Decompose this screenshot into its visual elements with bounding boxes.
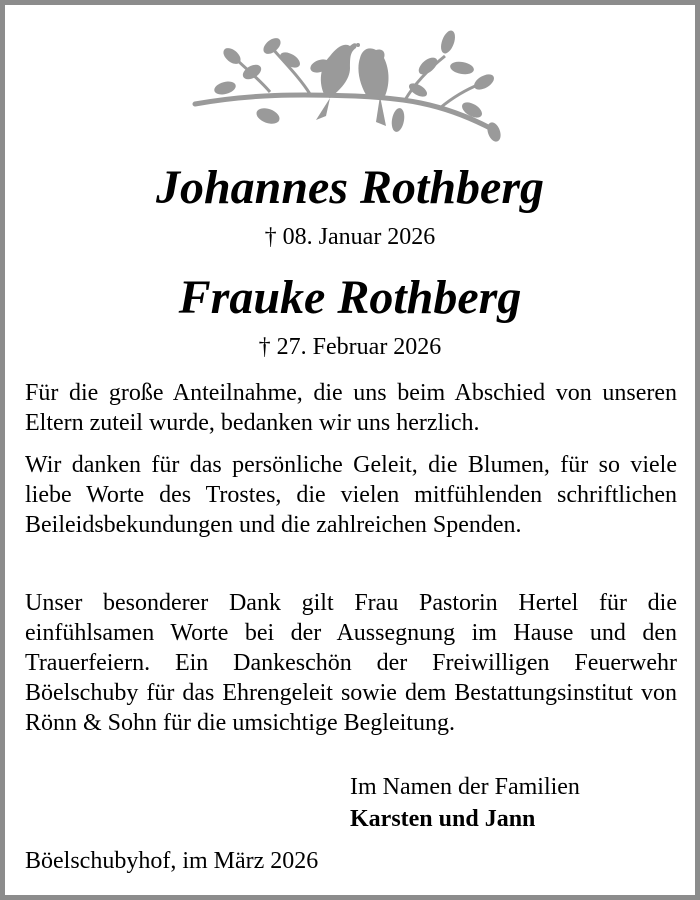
two-birds-on-branch-icon: [190, 28, 510, 148]
signature-intro: Im Namen der Familien: [350, 774, 580, 800]
signature-names: Karsten und Jann: [350, 806, 536, 832]
thanks-paragraph-3: Unser besonderer Dank gilt Frau Pastorin Hertel für die einfühlsamen Worte bei der Aussegnung im Hause und den Trauerfeiern. Ein Dankeschön der Freiwilligen Feuerwehr Böelschuby für das Ehrengeleit sowie dem Bestattungsinstitut von Rönn & Sohn für die umsichtige Begleitung.: [25, 590, 677, 736]
thanks-paragraph-2: Wir danken für das persönliche Geleit, die Blumen, für so viele liebe Worte des Trostes, die vielen mitfühlenden schriftlichen Beileidsbekundungen und die zahlreichen Spenden.: [25, 452, 677, 538]
thanks-paragraph-1: Für die große Anteilnahme, die uns beim Abschied von unseren Eltern zuteil wurde, bedanken wir uns herzlich.: [25, 380, 677, 436]
place-and-date: Böelschubyhof, im März 2026: [25, 848, 319, 874]
death-date-1: † 08. Januar 2026: [264, 224, 436, 250]
death-date-2: † 27. Februar 2026: [258, 334, 442, 360]
deceased-name-1: Johannes Rothberg: [155, 161, 545, 214]
deceased-name-2: Frauke Rothberg: [178, 271, 522, 324]
